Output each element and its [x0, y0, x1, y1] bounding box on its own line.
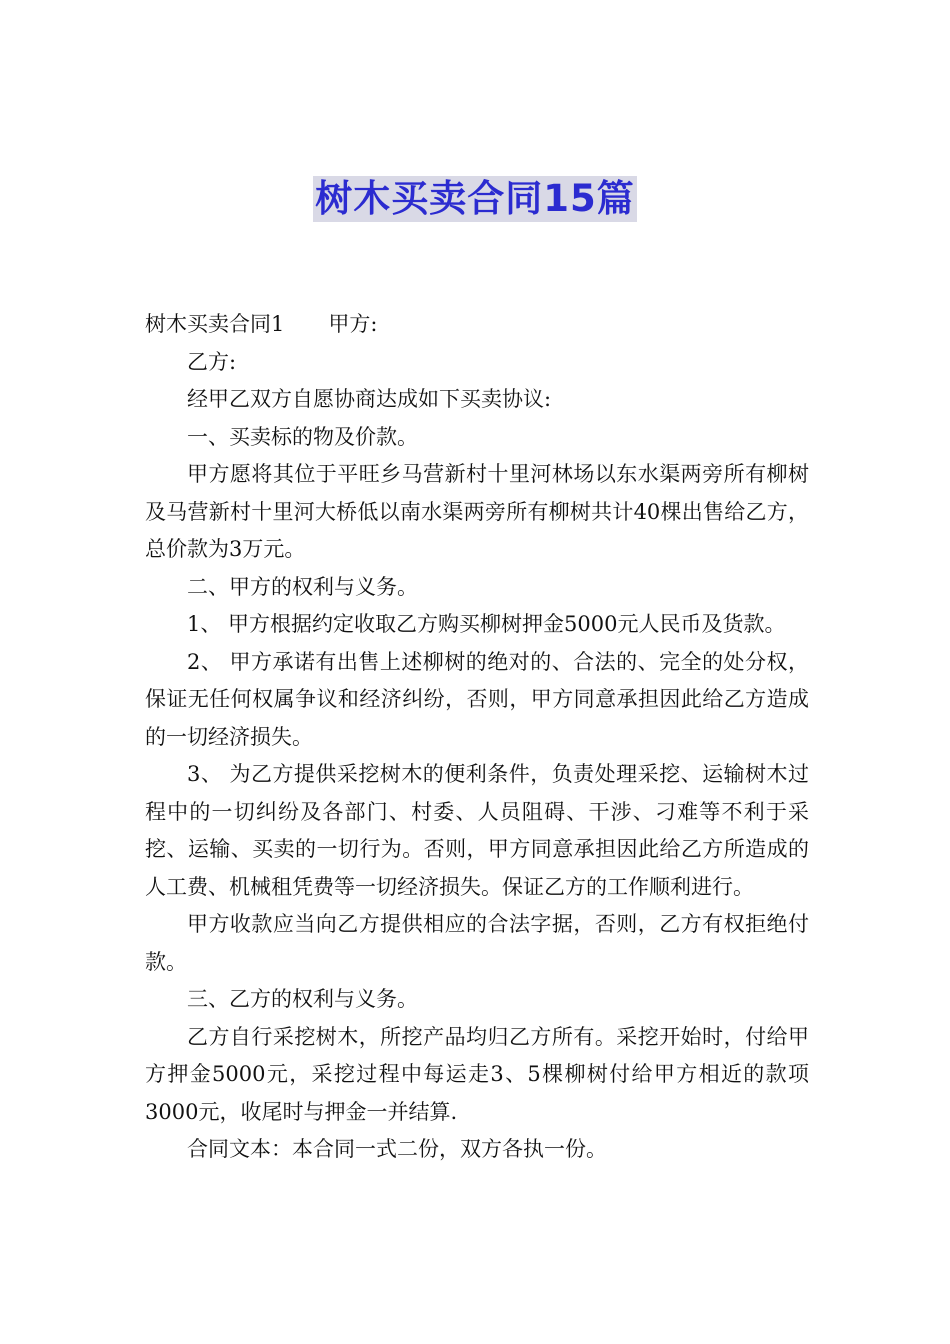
clause-item: 3、 为乙方提供采挖树木的便利条件，负责处理采挖、运输树木过程中的一切纠纷及各部门、村委、人员阻碍、干涉、刁难等不利于采挖、运输、买卖的一切行为。否则，甲方同意承担因此给乙方所造成的人工费、机械租凭费等一切经济损失。保证乙方的工作顺利进行。: [145, 762, 809, 899]
party-a-label: 甲方:: [328, 312, 378, 336]
paragraph: 乙方自行采挖树木，所挖产品均归乙方所有。采挖开始时，付给甲方押金5000元，采挖过程中每运走3、5棵柳树付给甲方相近的款项3000元，收尾时与押金一并结算.: [145, 1024, 809, 1124]
contract-heading-line: [145, 306, 809, 344]
clause-item: 1、 甲方根据约定收取乙方购买柳树押金5000元人民币及货款。: [187, 612, 786, 636]
contract-heading-label: 树木买卖合同1: [145, 312, 285, 336]
title-container: [0, 176, 950, 222]
clause-item: 2、 甲方承诺有出售上述柳树的绝对的、合法的、完全的处分权，保证无任何权属争议和经济纠纷，否则，甲方同意承担因此给乙方造成的一切经济损失。: [145, 649, 809, 749]
paragraph: 经甲乙双方自愿协商达成如下买卖协议:: [187, 387, 552, 411]
section-heading: 二、甲方的权利与义务。: [187, 574, 418, 599]
paragraph: 合同文本：本合同一式二份，双方各执一份。: [187, 1137, 607, 1161]
document-body: [145, 306, 809, 1169]
paragraph: 甲方收款应当向乙方提供相应的合法字据，否则，乙方有权拒绝付款。: [145, 912, 809, 974]
section-heading: 三、乙方的权利与义务。: [187, 987, 418, 1011]
paragraph: 乙方:: [187, 349, 237, 374]
paragraph: 甲方愿将其位于平旺乡马营新村十里河林场以东水渠两旁所有柳树及马营新村十里河大桥低以南水渠两旁所有柳树共计40棵出售给乙方，总价款为3万元。: [145, 462, 809, 561]
document-title: 树木买卖合同15篇: [315, 177, 635, 220]
section-heading: 一、买卖标的物及价款。: [187, 424, 418, 449]
